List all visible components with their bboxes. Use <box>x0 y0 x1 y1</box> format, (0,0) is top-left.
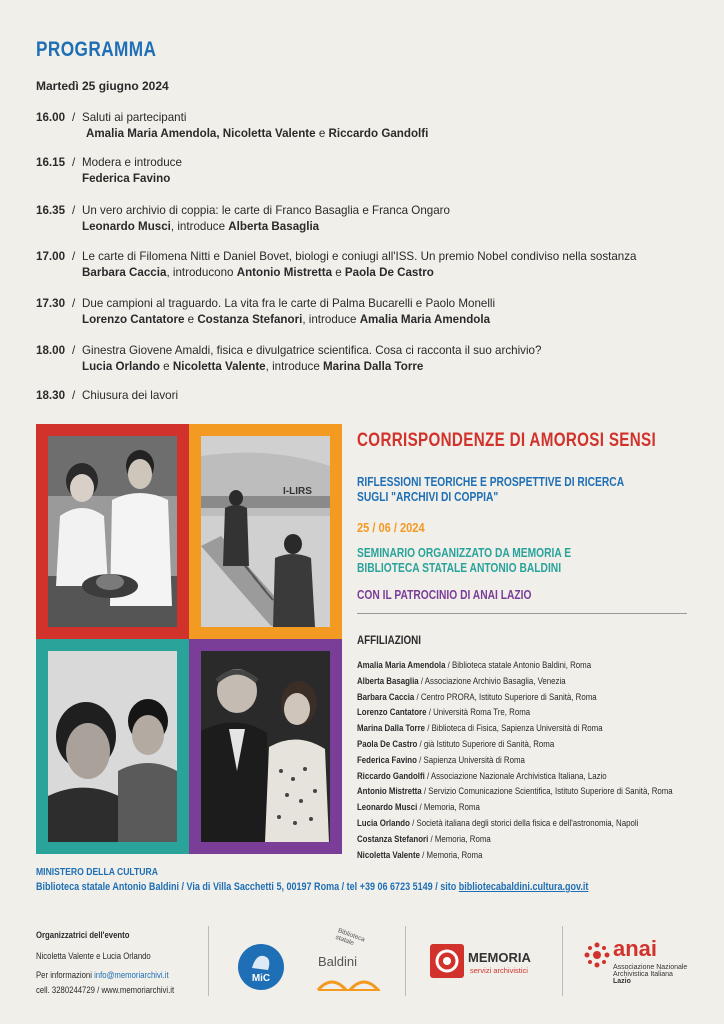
speaker-segment: e <box>184 313 198 326</box>
program-time: 16.00 <box>36 111 66 124</box>
affiliation-row <box>357 723 603 734</box>
organizers-names: Nicoletta Valente e Lucia Orlando <box>36 951 151 961</box>
affiliation-org: già Istituto Superiore di Sanità, Roma <box>423 739 555 750</box>
program-title: PROGRAMMA <box>36 38 157 61</box>
organizers-title: Organizzatrici dell'evento <box>36 930 130 940</box>
library-street: Via di Villa Sacchetti 5, 00197 Roma <box>186 881 340 893</box>
speaker-segment: Lucia Orlando <box>82 360 160 373</box>
affiliation-org: Università Roma Tre, Roma <box>433 707 531 719</box>
program-time: 17.00 <box>36 250 66 263</box>
separator: / <box>419 849 427 861</box>
info-line: Per informazioni info@memoriarchivi.it <box>36 970 169 980</box>
photo-lab-couple <box>48 436 177 627</box>
library-name: Biblioteca statale Antonio Baldini <box>36 881 180 893</box>
speaker-segment: e <box>159 360 173 373</box>
affiliation-name: Federica Favino <box>357 754 417 766</box>
affiliation-row <box>357 850 482 861</box>
affiliation-name: Alberta Basaglia <box>357 675 419 687</box>
anai-logo <box>584 936 704 990</box>
photo-evening-couple <box>201 651 330 842</box>
affiliation-org: Associazione Nazionale Archivistica Italiana, Lazio <box>430 770 607 782</box>
affiliation-name: Lorenzo Cantatore <box>357 707 427 719</box>
cell-number: cell. 3280244729 <box>36 985 95 995</box>
separator: / <box>72 204 76 217</box>
speaker-segment: Paola De Castro <box>344 266 434 279</box>
speaker-segment: Amalia Maria Amendola <box>359 313 491 326</box>
speaker-segment: , introducono <box>166 266 237 279</box>
anai-emblem-icon <box>584 942 610 968</box>
affiliation-org: Servizio Comunicazione Scientifica, Istituto Superiore di Sanità, Roma <box>428 786 673 798</box>
seminar-title: CORRISPONDENZE DI AMOROSI SENSI <box>357 430 657 451</box>
speaker-segment: , introduce <box>170 220 229 233</box>
separator: / <box>414 691 421 703</box>
photo-airplane-couple <box>201 436 330 627</box>
separator: / <box>72 250 76 263</box>
affiliation-row <box>357 834 491 845</box>
separator: / <box>426 707 434 719</box>
speaker-segment: e <box>315 127 329 140</box>
separator: / <box>421 786 429 798</box>
affiliation-name: Lucia Orlando <box>357 818 410 829</box>
seminar-organizers: SEMINARIO ORGANIZZATO DA MEMORIA E BIBLIOTECA STATALE ANTONIO BALDINI <box>357 546 572 575</box>
separator: / <box>418 675 425 687</box>
speaker-segment: Nicoletta Valente <box>172 360 266 373</box>
program-topic: Ginestra Giovene Amaldi, fisica e divulgatrice scientifica. Cosa ci racconta il suo archivio? <box>82 344 542 357</box>
program-topic: Le carte di Filomena Nitti e Daniel Bovet, biologi e coniugi all'ISS. Un premio Nobel condiviso nella sostanza <box>82 250 637 263</box>
separator: / <box>428 833 435 845</box>
divider <box>208 926 209 996</box>
program-date: Martedì 25 giugno 2024 <box>36 79 169 93</box>
memoria-name: MEMORIA <box>468 950 531 965</box>
affiliation-org: Biblioteca statale Antonio Baldini, Roma <box>452 660 592 671</box>
program-time: 16.15 <box>36 156 66 169</box>
affiliation-org: Biblioteca di Fisica, Sapienza Università di Roma <box>431 723 603 735</box>
baldini-logo-top: Biblioteca statale <box>334 927 366 947</box>
mic-logo <box>238 944 284 990</box>
affiliation-name: Marina Dalla Torre <box>357 723 426 735</box>
web-link[interactable]: www.memoriarchivi.it <box>101 985 175 995</box>
program-speakers <box>82 219 319 235</box>
program-time: 18.00 <box>36 344 66 357</box>
contact-line: cell. 3280244729 / www.memoriarchivi.it <box>36 985 175 995</box>
seminar-patronage: CON IL PATROCINIO DI ANAI LAZIO <box>357 588 532 602</box>
program-speakers <box>82 359 423 375</box>
affiliation-row <box>357 771 607 782</box>
separator: / <box>417 802 424 814</box>
affiliations-title: AFFILIAZIONI <box>357 633 421 647</box>
program-time: 18.30 <box>36 389 66 402</box>
divider <box>357 613 687 614</box>
anai-sub-1: Associazione Nazionale <box>613 964 688 971</box>
affiliation-row <box>357 739 554 750</box>
separator: / <box>409 818 417 829</box>
speaker-segment: e <box>332 266 345 279</box>
speaker-segment: Riccardo Gandolfi <box>328 127 429 140</box>
program-topic: Chiusura dei lavori <box>82 389 179 402</box>
speaker-segment: Amalia Maria Amendola, Nicoletta Valente <box>86 127 316 140</box>
separator: / <box>72 297 76 310</box>
memoria-icon <box>430 944 464 978</box>
affiliation-name: Riccardo Gandolfi <box>357 770 425 782</box>
plane-registration: I-LIRS <box>283 486 312 497</box>
program-speakers <box>86 126 428 142</box>
program-speakers <box>82 265 434 281</box>
program-topic: Saluti ai partecipanti <box>82 111 187 124</box>
memoria-subtitle: servizi archivistici <box>470 966 528 975</box>
affiliation-org: Memoria, Roma <box>423 802 480 814</box>
email-link[interactable]: info@memoriarchivi.it <box>94 970 169 980</box>
separator: / <box>72 389 76 402</box>
photo-grid <box>36 424 342 854</box>
baldini-arches-icon <box>314 972 384 992</box>
site-label: sito <box>440 881 457 893</box>
library-site-link[interactable]: bibliotecabaldini.cultura.gov.it <box>458 881 589 893</box>
affiliation-org: Memoria, Roma <box>426 849 483 861</box>
program-topic: Un vero archivio di coppia: le carte di Franco Basaglia e Franca Ongaro <box>82 204 450 217</box>
photo-frame-red <box>36 424 189 639</box>
separator: / <box>72 344 76 357</box>
separator: / <box>425 723 432 735</box>
affiliation-row <box>357 676 566 687</box>
affiliation-row <box>357 802 480 813</box>
separator: / <box>424 770 431 782</box>
affiliation-row <box>357 818 638 829</box>
divider <box>405 926 406 996</box>
address-line: Biblioteca statale Antonio Baldini / Via di Villa Sacchetti 5, 00197 Roma / tel +39 06 6723 5149 / sito bibliotecabaldini.cultura.gov.it <box>36 881 589 893</box>
photo-couple-portrait <box>48 651 177 842</box>
photo-frame-teal <box>36 639 189 854</box>
speaker-segment: Federica Favino <box>82 172 171 185</box>
affiliation-row <box>357 786 673 797</box>
anai-sub-2: Archivistica Italiana <box>613 971 673 978</box>
speaker-segment: , introduce <box>265 360 323 373</box>
photo-frame-purple <box>189 639 342 854</box>
memoria-logo <box>430 944 540 984</box>
photo-frame-orange <box>189 424 342 639</box>
ministry-label: MINISTERO DELLA CULTURA <box>36 866 158 878</box>
anai-name: anai <box>613 936 658 961</box>
separator: / <box>417 739 424 750</box>
program-time: 16.35 <box>36 204 66 217</box>
affiliation-row <box>357 692 597 703</box>
separator: / <box>72 156 76 169</box>
affiliation-name: Paola De Castro <box>357 739 418 750</box>
affiliation-row <box>357 660 591 671</box>
affiliation-name: Costanza Stefanori <box>357 833 429 845</box>
mic-logo-text: MiC <box>251 973 271 984</box>
affiliation-org: Memoria, Roma <box>434 833 491 845</box>
speaker-segment: Antonio Mistretta <box>236 266 333 279</box>
speaker-segment: , introduce <box>302 313 360 326</box>
seminar-subtitle: RIFLESSIONI TEORICHE E PROSPETTIVE DI RICERCA SUGLI "ARCHIVI DI COPPIA" <box>357 475 624 504</box>
affiliation-row <box>357 755 525 766</box>
affiliation-name: Barbara Caccia <box>357 691 415 703</box>
program-topic: Due campioni al traguardo. La vita fra le carte di Palma Bucarelli e Paolo Monelli <box>82 297 496 310</box>
affiliation-name: Leonardo Musci <box>357 802 418 814</box>
library-tel: tel +39 06 6723 5149 <box>346 881 433 893</box>
seminar-date: 25 / 06 / 2024 <box>357 520 425 535</box>
program-time: 17.30 <box>36 297 66 310</box>
affiliation-org: Sapienza Università di Roma <box>423 754 525 766</box>
speaker-segment: Leonardo Musci <box>82 220 171 233</box>
speaker-segment: Costanza Stefanori <box>197 313 303 326</box>
program-topic: Modera e introduce <box>82 156 182 169</box>
affiliation-org: Centro PRORA, Istituto Superiore di Sanità, Roma <box>420 691 597 703</box>
program-speakers <box>82 171 170 187</box>
separator: / <box>445 660 453 671</box>
affiliation-org: Società italiana degli storici della fisica e dell'astronomia, Napoli <box>416 818 639 829</box>
affiliation-name: Nicoletta Valente <box>357 849 420 861</box>
divider <box>562 926 563 996</box>
baldini-logo <box>314 928 384 994</box>
baldini-logo-name: Baldini <box>318 954 358 969</box>
program-speakers <box>82 312 490 328</box>
affiliation-name: Amalia Maria Amendola <box>357 660 446 671</box>
separator: / <box>416 754 424 766</box>
speaker-segment: Barbara Caccia <box>82 266 167 279</box>
speaker-segment: Marina Dalla Torre <box>323 360 424 373</box>
separator: / <box>72 111 76 124</box>
affiliation-row <box>357 707 530 718</box>
speaker-segment: Alberta Basaglia <box>228 220 320 233</box>
affiliation-name: Antonio Mistretta <box>357 786 422 798</box>
anai-sub-3: Lazio <box>613 978 631 985</box>
affiliation-org: Associazione Archivio Basaglia, Venezia <box>424 675 566 687</box>
speaker-segment: Lorenzo Cantatore <box>82 313 185 326</box>
